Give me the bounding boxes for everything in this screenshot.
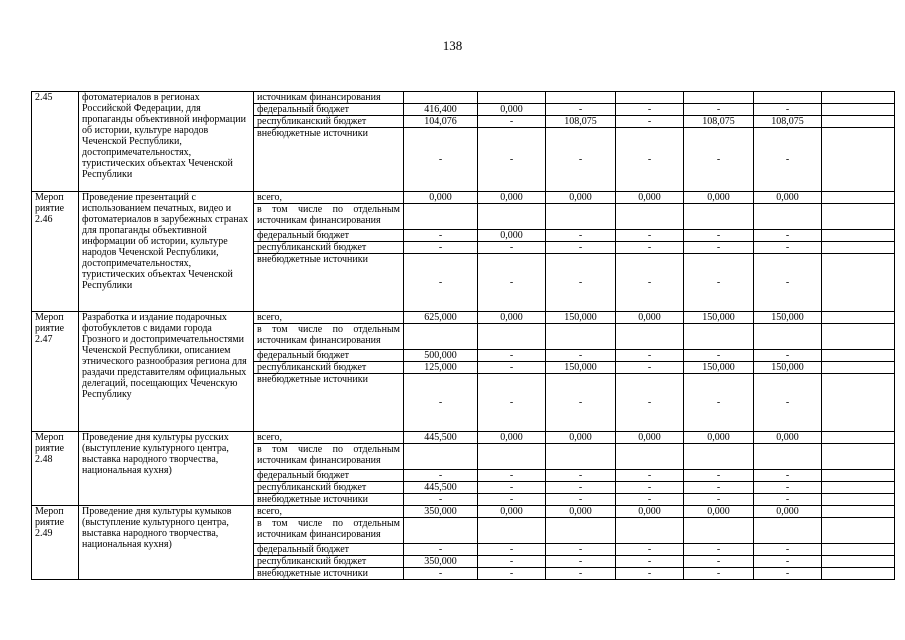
funding-source: всего,: [254, 432, 404, 444]
funding-source: всего,: [254, 192, 404, 204]
amount-cell: -: [684, 374, 754, 432]
amount-cell: -: [404, 544, 478, 556]
amount-cell: 416,400: [404, 104, 478, 116]
amount-cell: [822, 556, 895, 568]
amount-cell: [822, 204, 895, 230]
amount-cell: [478, 324, 546, 350]
funding-source: республиканский бюджет: [254, 362, 404, 374]
amount-cell: [546, 518, 616, 544]
amount-cell: -: [478, 242, 546, 254]
amount-cell: -: [684, 128, 754, 192]
amount-cell: -: [404, 128, 478, 192]
amount-cell: -: [404, 242, 478, 254]
amount-cell: [822, 312, 895, 324]
funding-source: республиканский бюджет: [254, 116, 404, 128]
amount-cell: [822, 444, 895, 470]
amount-cell: -: [684, 470, 754, 482]
table-row: [32, 192, 895, 204]
amount-cell: -: [616, 230, 684, 242]
amount-cell: [684, 92, 754, 104]
amount-cell: 0,000: [478, 192, 546, 204]
amount-cell: [404, 518, 478, 544]
amount-cell: 0,000: [478, 230, 546, 242]
amount-cell: -: [546, 128, 616, 192]
amount-cell: 104,076: [404, 116, 478, 128]
funding-source: федеральный бюджет: [254, 470, 404, 482]
amount-cell: -: [684, 254, 754, 312]
amount-cell: [616, 444, 684, 470]
amount-cell: [822, 242, 895, 254]
amount-cell: -: [616, 544, 684, 556]
amount-cell: -: [684, 544, 754, 556]
measure-code-line: Мероп: [35, 506, 64, 517]
funding-source: в том числе по отдельным источникам финансирования: [254, 444, 404, 470]
amount-cell: [822, 254, 895, 312]
funding-source: внебюджетные источники: [254, 568, 404, 580]
amount-cell: [822, 544, 895, 556]
amount-cell: -: [546, 350, 616, 362]
amount-cell: 0,000: [546, 432, 616, 444]
amount-cell: -: [754, 544, 822, 556]
amount-cell: -: [616, 374, 684, 432]
measure-code-line: риятие: [35, 443, 65, 454]
amount-cell: 125,000: [404, 362, 478, 374]
amount-cell: [404, 444, 478, 470]
amount-cell: -: [684, 350, 754, 362]
amount-cell: -: [546, 556, 616, 568]
amount-cell: -: [404, 470, 478, 482]
amount-cell: 500,000: [404, 350, 478, 362]
amount-cell: [822, 506, 895, 518]
amount-cell: [754, 444, 822, 470]
amount-cell: -: [546, 544, 616, 556]
amount-cell: 0,000: [478, 432, 546, 444]
amount-cell: [822, 92, 895, 104]
amount-cell: 0,000: [404, 192, 478, 204]
amount-cell: -: [754, 494, 822, 506]
amount-cell: [822, 362, 895, 374]
measure-code-line: риятие: [35, 323, 65, 334]
amount-cell: 150,000: [684, 362, 754, 374]
funding-source: внебюджетные источники: [254, 374, 404, 432]
measure-description: Проведение презентаций с использованием печатных, видео и фотоматериалов в зарубежных странах для пропаганды объективной информации об истории, культуре народов Чеченской Республики, достопримечательностях, туристических объектах Чеченской Республики: [79, 192, 254, 312]
amount-cell: [478, 518, 546, 544]
measure-code-cell: [32, 312, 79, 432]
funding-source: источникам финансирования: [254, 92, 404, 104]
amount-cell: 0,000: [616, 312, 684, 324]
amount-cell: [684, 518, 754, 544]
amount-cell: [822, 494, 895, 506]
amount-cell: 625,000: [404, 312, 478, 324]
funding-source: в том числе по отдельным источникам финансирования: [254, 204, 404, 230]
amount-cell: [546, 204, 616, 230]
amount-cell: 108,075: [546, 116, 616, 128]
budget-table: [31, 91, 895, 580]
amount-cell: -: [478, 254, 546, 312]
measure-code-line: риятие: [35, 517, 65, 528]
amount-cell: [822, 192, 895, 204]
funding-source: всего,: [254, 312, 404, 324]
amount-cell: -: [404, 494, 478, 506]
amount-cell: 0,000: [616, 192, 684, 204]
amount-cell: [404, 92, 478, 104]
amount-cell: [616, 204, 684, 230]
funding-source: внебюджетные источники: [254, 128, 404, 192]
amount-cell: [822, 128, 895, 192]
funding-source: внебюджетные источники: [254, 494, 404, 506]
amount-cell: 0,000: [754, 506, 822, 518]
amount-cell: -: [754, 230, 822, 242]
amount-cell: [822, 350, 895, 362]
amount-cell: [616, 518, 684, 544]
amount-cell: -: [754, 470, 822, 482]
amount-cell: [404, 204, 478, 230]
amount-cell: [822, 518, 895, 544]
amount-cell: -: [616, 494, 684, 506]
amount-cell: -: [616, 128, 684, 192]
amount-cell: -: [754, 104, 822, 116]
table-row: [32, 432, 895, 444]
amount-cell: -: [684, 494, 754, 506]
amount-cell: [822, 116, 895, 128]
measure-description: Проведение дня культуры кумыков (выступление культурного центра, выставка народного творчества, национальная кухня): [79, 506, 254, 580]
amount-cell: [546, 324, 616, 350]
measure-code-cell: [32, 192, 79, 312]
table-row: [32, 312, 895, 324]
amount-cell: 0,000: [616, 506, 684, 518]
amount-cell: 0,000: [616, 432, 684, 444]
measure-description: фотоматериалов в регионах Российской Федерации, для пропаганды объективной информации об истории, культуре народов Чеченской Республики, достопримечательностях, туристических объектах Чеченской Республики: [79, 92, 254, 192]
amount-cell: -: [478, 116, 546, 128]
measure-code-line: 2.49: [35, 528, 53, 539]
amount-cell: [478, 444, 546, 470]
amount-cell: [754, 324, 822, 350]
page-number: 138: [442, 38, 463, 53]
amount-cell: -: [478, 494, 546, 506]
amount-cell: 108,075: [684, 116, 754, 128]
amount-cell: -: [616, 482, 684, 494]
amount-cell: 0,000: [478, 312, 546, 324]
measure-code-cell: [32, 506, 79, 580]
amount-cell: [822, 230, 895, 242]
amount-cell: [822, 374, 895, 432]
measure-description: Разработка и издание подарочных фотобуклетов с видами города Грозного и достопримечательностями Чеченской Республики, описанием этнического разнообразия региона для раздачи представителям официальных делегаций, посещающих Чеченскую Республику: [79, 312, 254, 432]
amount-cell: -: [404, 374, 478, 432]
measure-code-line: Мероп: [35, 432, 64, 443]
amount-cell: -: [546, 254, 616, 312]
measure-code-line: 2.46: [35, 214, 53, 225]
amount-cell: [754, 92, 822, 104]
measure-code-cell: [32, 92, 79, 192]
funding-source: федеральный бюджет: [254, 350, 404, 362]
amount-cell: [822, 568, 895, 580]
amount-cell: 0,000: [478, 506, 546, 518]
amount-cell: 0,000: [546, 506, 616, 518]
amount-cell: -: [616, 568, 684, 580]
measure-description: Проведение дня культуры русских (выступление культурного центра, выставка народного творчества, национальная кухня): [79, 432, 254, 506]
funding-source: республиканский бюджет: [254, 482, 404, 494]
amount-cell: -: [478, 362, 546, 374]
amount-cell: -: [616, 104, 684, 116]
measure-code-line: Мероп: [35, 312, 64, 323]
amount-cell: -: [546, 482, 616, 494]
amount-cell: 108,075: [754, 116, 822, 128]
amount-cell: [478, 204, 546, 230]
amount-cell: [684, 444, 754, 470]
amount-cell: [616, 92, 684, 104]
amount-cell: 350,000: [404, 556, 478, 568]
amount-cell: -: [754, 556, 822, 568]
amount-cell: -: [404, 230, 478, 242]
table-row: [32, 92, 895, 104]
amount-cell: 150,000: [546, 362, 616, 374]
amount-cell: 150,000: [754, 312, 822, 324]
measure-code-line: 2.48: [35, 454, 53, 465]
amount-cell: [754, 518, 822, 544]
funding-source: в том числе по отдельным источникам финансирования: [254, 518, 404, 544]
amount-cell: 0,000: [754, 192, 822, 204]
amount-cell: -: [404, 254, 478, 312]
amount-cell: -: [546, 374, 616, 432]
amount-cell: -: [616, 254, 684, 312]
amount-cell: [546, 92, 616, 104]
amount-cell: -: [754, 128, 822, 192]
amount-cell: -: [616, 362, 684, 374]
amount-cell: -: [616, 556, 684, 568]
amount-cell: [822, 324, 895, 350]
amount-cell: [478, 92, 546, 104]
amount-cell: -: [478, 482, 546, 494]
funding-source: республиканский бюджет: [254, 556, 404, 568]
amount-cell: [616, 324, 684, 350]
amount-cell: 0,000: [684, 506, 754, 518]
amount-cell: -: [546, 242, 616, 254]
funding-source: федеральный бюджет: [254, 544, 404, 556]
measure-code-line: 2.45: [35, 92, 53, 103]
amount-cell: -: [546, 494, 616, 506]
measure-code-line: риятие: [35, 203, 65, 214]
amount-cell: 0,000: [684, 432, 754, 444]
funding-source: внебюджетные источники: [254, 254, 404, 312]
amount-cell: -: [684, 568, 754, 580]
amount-cell: -: [684, 242, 754, 254]
amount-cell: -: [754, 254, 822, 312]
amount-cell: 445,500: [404, 432, 478, 444]
amount-cell: -: [546, 568, 616, 580]
amount-cell: -: [404, 568, 478, 580]
amount-cell: -: [754, 350, 822, 362]
amount-cell: -: [478, 556, 546, 568]
amount-cell: -: [616, 242, 684, 254]
amount-cell: -: [754, 374, 822, 432]
amount-cell: 0,000: [754, 432, 822, 444]
amount-cell: -: [754, 242, 822, 254]
table-row: [32, 506, 895, 518]
amount-cell: [546, 444, 616, 470]
funding-source: в том числе по отдельным источникам финансирования: [254, 324, 404, 350]
amount-cell: 445,500: [404, 482, 478, 494]
amount-cell: 350,000: [404, 506, 478, 518]
measure-code-line: 2.47: [35, 334, 53, 345]
amount-cell: -: [754, 482, 822, 494]
amount-cell: -: [616, 350, 684, 362]
amount-cell: -: [478, 374, 546, 432]
amount-cell: [822, 470, 895, 482]
funding-source: республиканский бюджет: [254, 242, 404, 254]
amount-cell: 0,000: [478, 104, 546, 116]
funding-source: всего,: [254, 506, 404, 518]
amount-cell: -: [546, 104, 616, 116]
amount-cell: [822, 482, 895, 494]
amount-cell: 150,000: [684, 312, 754, 324]
amount-cell: -: [616, 470, 684, 482]
measure-code-cell: [32, 432, 79, 506]
measure-code-line: Мероп: [35, 192, 64, 203]
amount-cell: -: [684, 104, 754, 116]
amount-cell: -: [478, 128, 546, 192]
amount-cell: -: [684, 230, 754, 242]
funding-source: федеральный бюджет: [254, 230, 404, 242]
funding-source: федеральный бюджет: [254, 104, 404, 116]
amount-cell: [684, 324, 754, 350]
amount-cell: -: [684, 556, 754, 568]
amount-cell: -: [546, 230, 616, 242]
amount-cell: -: [478, 544, 546, 556]
amount-cell: 150,000: [754, 362, 822, 374]
amount-cell: 0,000: [546, 192, 616, 204]
amount-cell: [822, 104, 895, 116]
amount-cell: [404, 324, 478, 350]
amount-cell: -: [546, 470, 616, 482]
amount-cell: 0,000: [684, 192, 754, 204]
amount-cell: -: [478, 350, 546, 362]
amount-cell: [754, 204, 822, 230]
amount-cell: 150,000: [546, 312, 616, 324]
amount-cell: -: [684, 482, 754, 494]
amount-cell: [684, 204, 754, 230]
amount-cell: -: [478, 470, 546, 482]
amount-cell: -: [616, 116, 684, 128]
amount-cell: [822, 432, 895, 444]
amount-cell: -: [478, 568, 546, 580]
amount-cell: -: [754, 568, 822, 580]
